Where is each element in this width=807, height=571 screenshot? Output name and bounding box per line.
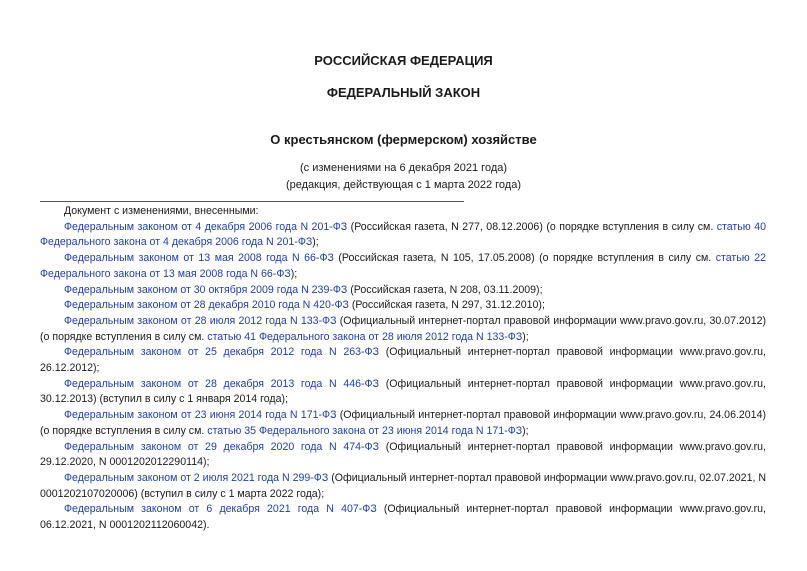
amendment-article-link[interactable]: статью 35 Федерального закона от 23 июня 2014 года N 171-ФЗ [207, 424, 523, 437]
amendment-item [40, 251, 766, 282]
amendment-item [40, 471, 766, 502]
amendment-source-text: (Официальный интернет-портал правовой информации www.pravo.gov.ru, 29.12.2020, N 0001202012290114); [40, 440, 766, 469]
amendment-article-link[interactable]: статью 40 Федерального закона от 4 декабря 2006 года N 201-ФЗ [40, 220, 766, 249]
country-heading: РОССИЙСКАЯ ФЕДЕРАЦИЯ [314, 53, 493, 68]
amendment-law-link[interactable]: Федеральным законом от 2 июля 2021 года N 299-ФЗ [64, 471, 329, 484]
amendment-source-text: (Российская газета, N 105, 17.05.2008) (о порядке вступления в силу см. [333, 252, 716, 265]
amendment-source-text: (Официальный интернет-портал правовой информации www.pravo.gov.ru, 30.12.2013) (вступил в силу с 1 января 2014 года); [40, 377, 766, 406]
amendment-tail-text: ); [522, 330, 529, 343]
amendment-source-text: (Официальный интернет-портал правовой информации www.pravo.gov.ru, 06.12.2021, N 0001202112060042). [40, 503, 766, 532]
amendment-tail-text: ); [312, 236, 319, 249]
separator-line [40, 201, 464, 202]
amendment-article-link[interactable]: статью 22 Федерального закона от 13 мая 2008 года N 66-ФЗ [40, 252, 766, 280]
amendment-source-text: (Российская газета, N 277, 08.12.2006) (о порядке вступления в силу см. [347, 220, 717, 233]
amendment-item [40, 283, 766, 299]
amendment-law-link[interactable]: Федеральным законом от 4 декабря 2006 года N 201-ФЗ [64, 220, 348, 233]
amendment-article-link[interactable]: статью 41 Федерального закона от 28 июля 2012 года N 133-ФЗ [207, 330, 523, 343]
amendment-item [40, 408, 766, 439]
amendment-law-link[interactable]: Федеральным законом от 6 декабря 2021 года N 407-ФЗ [64, 503, 377, 516]
amendment-source-text: (Российская газета, N 297, 31.12.2010); [348, 299, 545, 312]
amendment-item [40, 377, 766, 408]
amendments-list [40, 204, 766, 534]
doc-type-heading: ФЕДЕРАЛЬНЫЙ ЗАКОН [326, 85, 481, 100]
amendment-law-link[interactable]: Федеральным законом от 23 июня 2014 года N 171-ФЗ [64, 409, 337, 422]
amendment-law-link[interactable]: Федеральным законом от 30 октября 2009 года N 239-ФЗ [64, 283, 348, 296]
amendment-items [40, 220, 766, 534]
amendment-item [40, 345, 766, 376]
amendments-intro: Документ с изменениями, внесенными: [64, 205, 259, 217]
amendment-source-text: (Официальный интернет-портал правовой информации www.pravo.gov.ru, 02.07.2021, N 0001202107020006) (вступил в силу с 1 марта 2022 года); [40, 471, 767, 500]
edition-note: (редакция, действующая с 1 марта 2022 года) [285, 179, 522, 191]
amendment-law-link[interactable]: Федеральным законом от 13 мая 2008 года N 66-ФЗ [64, 252, 334, 265]
document-title: О крестьянском (фермерском) хозяйстве [270, 132, 537, 147]
amendment-law-link[interactable]: Федеральным законом от 29 декабря 2020 года N 474-ФЗ [64, 440, 380, 453]
amendment-law-link[interactable]: Федеральным законом от 28 июля 2012 года N 133-ФЗ [64, 314, 337, 327]
amendment-source-text: (Российская газета, N 208, 03.11.2009); [347, 283, 543, 296]
amendment-source-text: (Официальный интернет-портал правовой информации www.pravo.gov.ru, 26.12.2012); [40, 346, 766, 375]
amendment-law-link[interactable]: Федеральным законом от 25 декабря 2012 года N 263-ФЗ [64, 346, 380, 359]
amendment-tail-text: ); [290, 267, 298, 280]
changes-note: (с изменениями на 6 декабря 2021 года) [299, 162, 508, 174]
amendment-law-link[interactable]: Федеральным законом от 28 декабря 2013 года N 446-ФЗ [64, 377, 380, 390]
amendment-item [40, 298, 766, 314]
amendment-source-text: (Официальный интернет-портал правовой информации www.pravo.gov.ru, 24.06.2014) (о порядке вступления в силу см. [40, 409, 766, 437]
amendment-source-text: (Официальный интернет-портал правовой информации www.pravo.gov.ru, 30.07.2012) (о порядке вступления в силу см. [40, 314, 767, 343]
amendment-item [40, 220, 766, 251]
amendment-law-link[interactable]: Федеральным законом от 28 декабря 2010 года N 420-ФЗ [64, 299, 349, 312]
amendment-item [40, 502, 766, 533]
amendment-tail-text: ); [522, 424, 529, 437]
amendment-item [40, 440, 766, 471]
amendment-item [40, 314, 766, 345]
